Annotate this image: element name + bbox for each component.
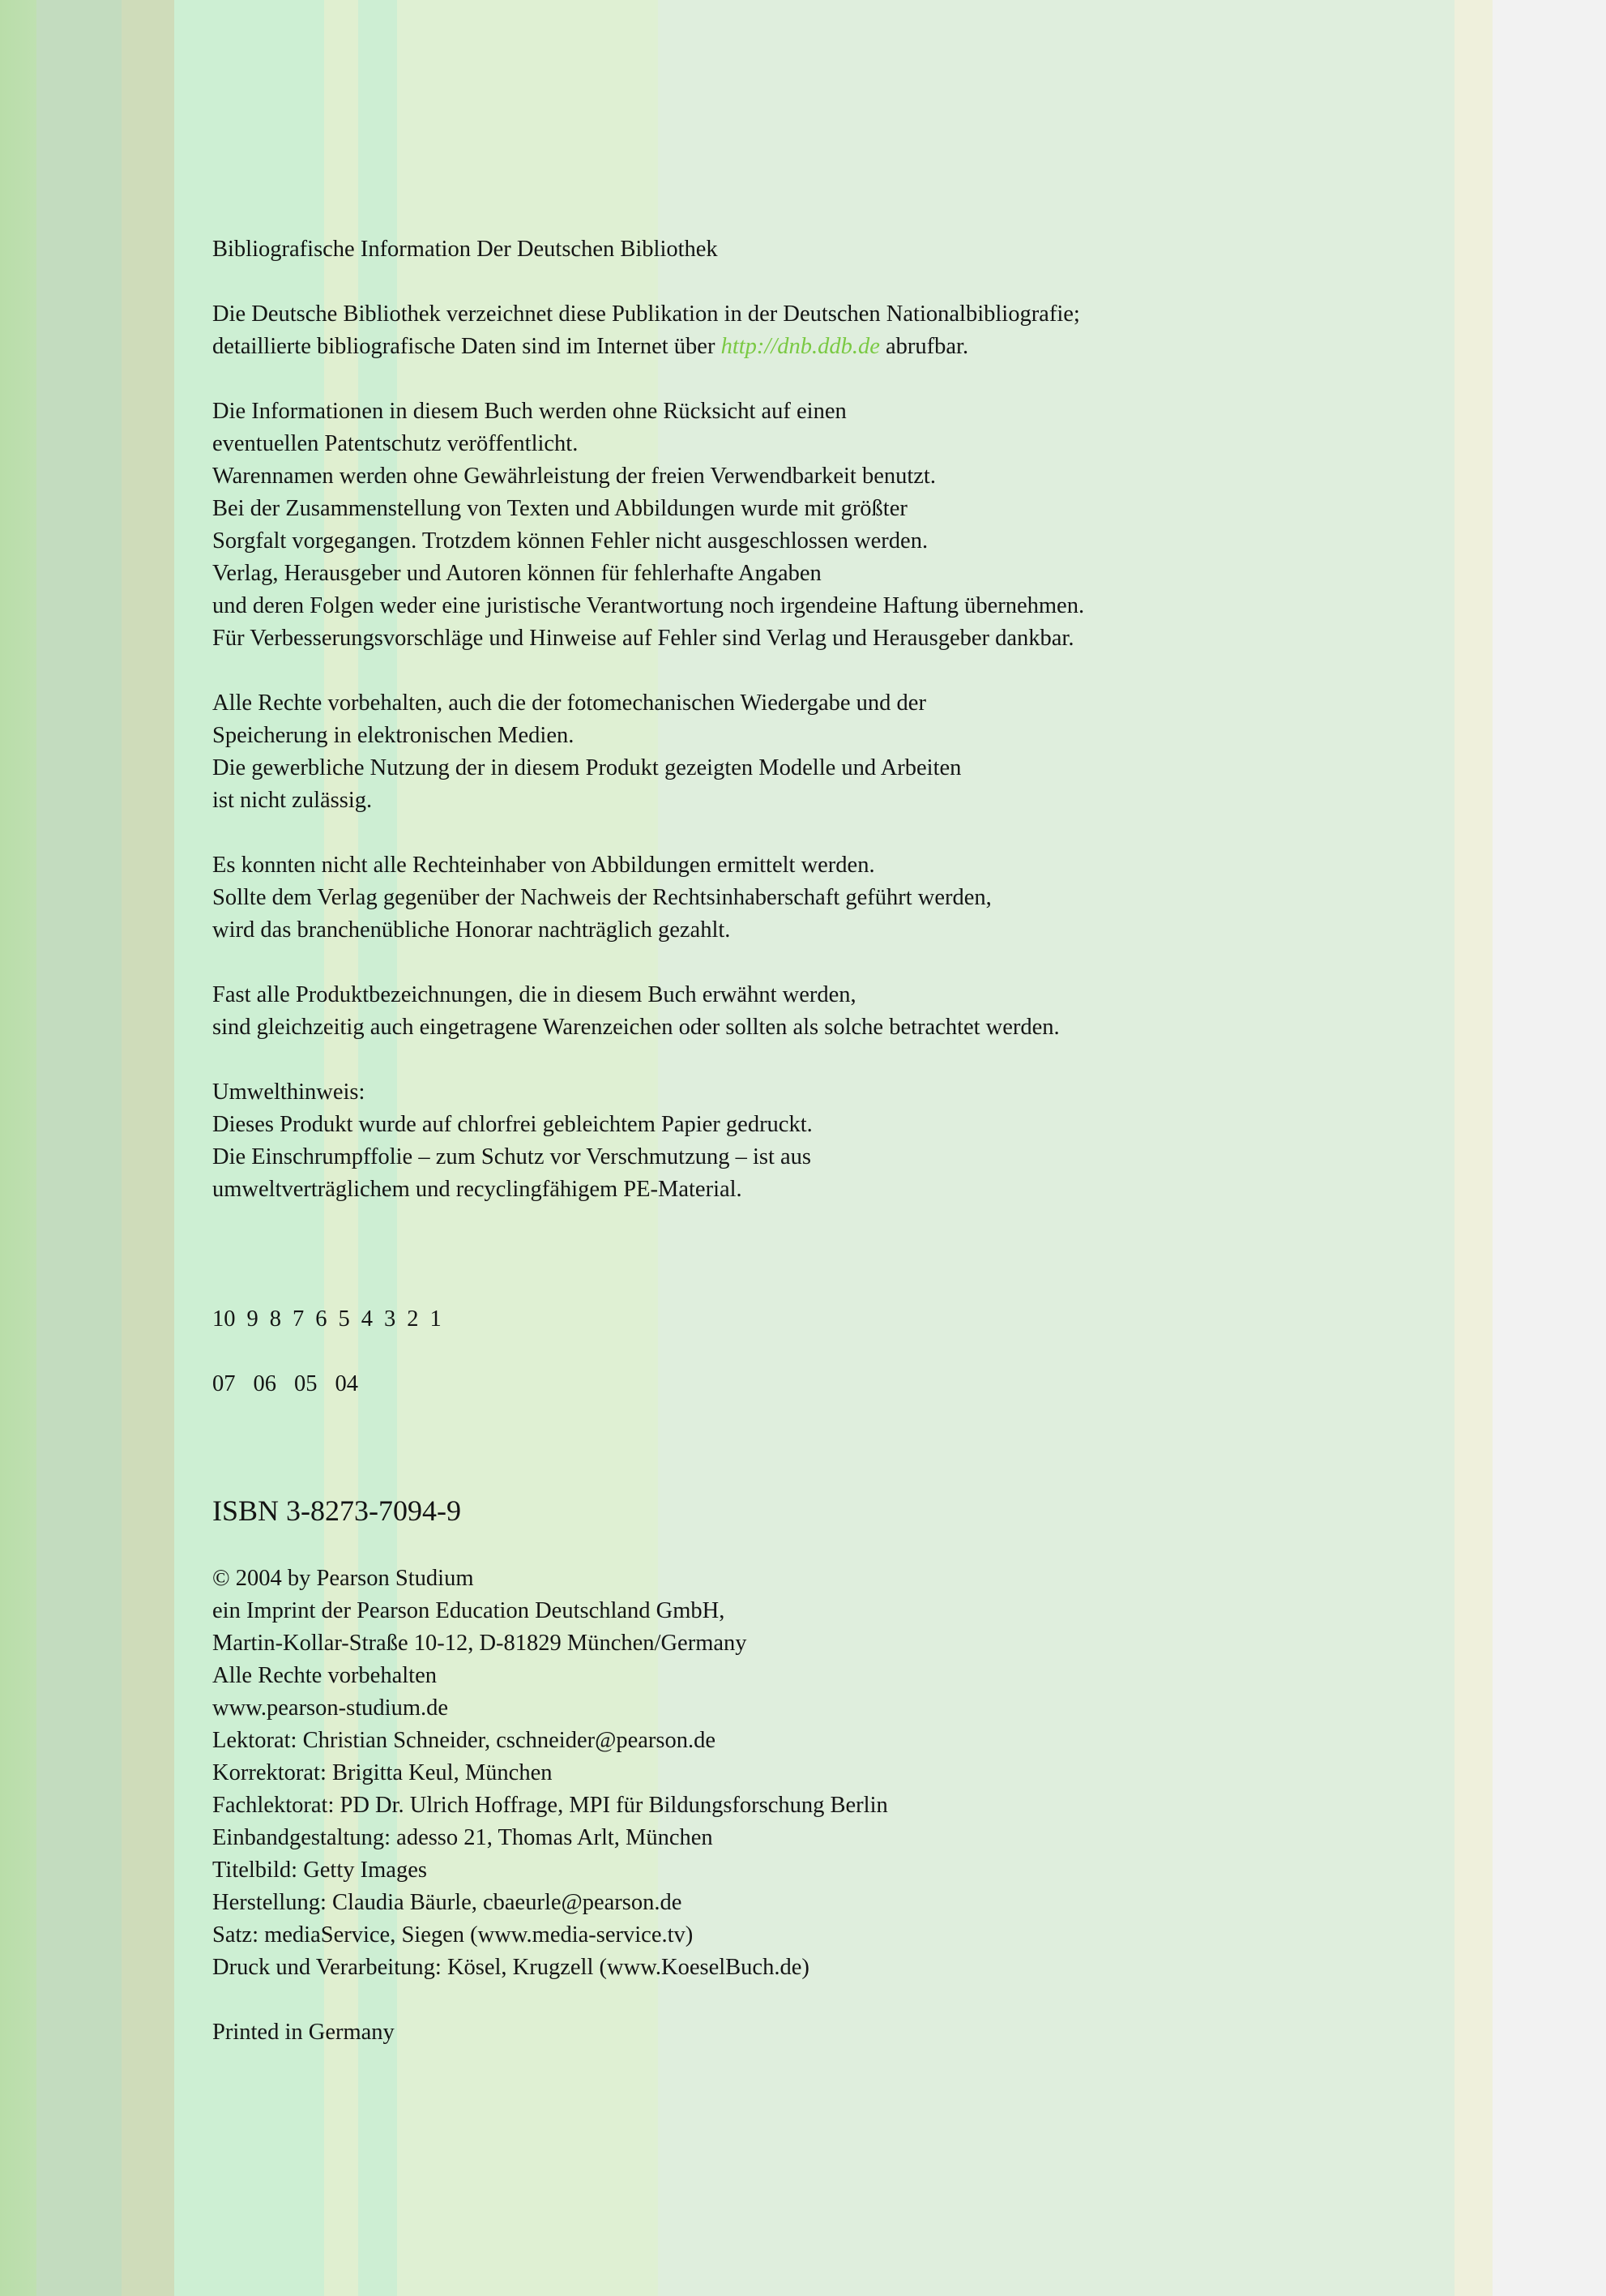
publisher-imprint-block: [212, 1563, 1493, 1984]
disclaimer-block: [212, 395, 1493, 655]
heading: Bibliografische Information Der Deutschen Bibliothek: [212, 237, 718, 262]
rights-line: Alle Rechte vorbehalten, auch die der fotomechanischen Wiedergabe und der: [212, 691, 926, 716]
disclaimer-line: Die Informationen in diesem Buch werden ohne Rücksicht auf einen: [212, 399, 847, 424]
print-year: 05: [294, 1371, 318, 1396]
rights-line: ist nicht zulässig.: [212, 788, 373, 813]
imprint-line: Titelbild: Getty Images: [212, 1858, 427, 1883]
print-run-number: 8: [269, 1306, 281, 1332]
imprint-line: Alle Rechte vorbehalten: [212, 1663, 437, 1688]
imprint-line: Satz: mediaService, Siegen (www.media-service.tv): [212, 1922, 694, 1948]
print-year: 07: [212, 1371, 236, 1396]
trademarks-line: sind gleichzeitig auch eingetragene Warenzeichen oder sollten als solche betrachtet werden.: [212, 1015, 1060, 1040]
disclaimer-line: Für Verbesserungsvorschläge und Hinweise auf Fehler sind Verlag und Herausgeber dankbar.: [212, 626, 1074, 651]
print-run-number: 10: [212, 1306, 236, 1332]
imprint-line: www.pearson-studium.de: [212, 1695, 449, 1721]
disclaimer-line: Warennamen werden ohne Gewährleistung der freien Verwendbarkeit benutzt.: [212, 464, 936, 489]
trademarks-block: [212, 979, 1493, 1044]
disclaimer-line: eventuellen Patentschutz veröffentlicht.: [212, 431, 579, 456]
image-rights-line: Es konnten nicht alle Rechteinhaber von Abbildungen ermittelt werden.: [212, 853, 875, 878]
environment-line: Umwelthinweis:: [212, 1080, 365, 1105]
environment-line: Dieses Produkt wurde auf chlorfrei gebleichtem Papier gedruckt.: [212, 1112, 813, 1137]
print-years: [212, 1368, 1493, 1400]
imprint-page: [212, 233, 1493, 2049]
print-run-number: 9: [246, 1306, 258, 1332]
print-run-number: 7: [293, 1306, 305, 1332]
printed-in-germany: Printed in Germany: [212, 2020, 395, 2045]
disclaimer-line: Verlag, Herausgeber und Autoren können für fehlerhafte Angaben: [212, 561, 822, 586]
isbn: ISBN 3-8273-7094-9: [212, 1494, 461, 1527]
imprint-line: Druck und Verarbeitung: Kösel, Krugzell (www.KoeselBuch.de): [212, 1955, 809, 1980]
print-run-number: 1: [429, 1306, 442, 1332]
print-run-number: 6: [315, 1306, 327, 1332]
print-run-numbers: [212, 1303, 1493, 1336]
imprint-line: Fachlektorat: PD Dr. Ulrich Hoffrage, MPI für Bildungsforschung Berlin: [212, 1793, 888, 1818]
print-run-number: 3: [384, 1306, 396, 1332]
disclaimer-line: Bei der Zusammenstellung von Texten und Abbildungen wurde mit größter: [212, 496, 908, 521]
print-year: 06: [253, 1371, 276, 1396]
image-rights-line: wird das branchenübliche Honorar nachträglich gezahlt.: [212, 917, 731, 943]
environment-block: [212, 1076, 1493, 1206]
dnb-line-1: Die Deutsche Bibliothek verzeichnet diese Publikation in der Deutschen Nationalbibliografie;: [212, 301, 1080, 327]
imprint-line: ein Imprint der Pearson Education Deutschland GmbH,: [212, 1598, 725, 1623]
disclaimer-line: und deren Folgen weder eine juristische Verantwortung noch irgendeine Haftung übernehmen.: [212, 593, 1085, 618]
imprint-line: Herstellung: Claudia Bäurle, cbaeurle@pearson.de: [212, 1890, 682, 1915]
dnb-line-2: [212, 331, 1493, 363]
imprint-line: Einbandgestaltung: adesso 21, Thomas Arlt, München: [212, 1825, 713, 1850]
imprint-line: Lektorat: Christian Schneider, cschneider@pearson.de: [212, 1728, 716, 1753]
imprint-line: Martin-Kollar-Straße 10-12, D-81829 München/Germany: [212, 1631, 747, 1656]
trademarks-line: Fast alle Produktbezeichnungen, die in diesem Buch erwähnt werden,: [212, 982, 856, 1007]
imprint-line: © 2004 by Pearson Studium: [212, 1566, 474, 1591]
rights-line: Die gewerbliche Nutzung der in diesem Produkt gezeigten Modelle und Arbeiten: [212, 755, 962, 780]
image-rights-block: [212, 849, 1493, 947]
image-rights-line: Sollte dem Verlag gegenüber der Nachweis der Rechtsinhaberschaft geführt werden,: [212, 885, 992, 910]
print-run-number: 5: [338, 1306, 350, 1332]
print-run-number: 4: [361, 1306, 373, 1332]
imprint-line: Korrektorat: Brigitta Keul, München: [212, 1760, 553, 1785]
rights-line: Speicherung in elektronischen Medien.: [212, 723, 574, 748]
rights-block: [212, 687, 1493, 817]
dnb-link[interactable]: http://dnb.ddb.de: [720, 334, 880, 359]
disclaimer-line: Sorgfalt vorgegangen. Trotzdem können Fehler nicht ausgeschlossen werden.: [212, 528, 929, 554]
dnb-text: detaillierte bibliografische Daten sind im Internet über: [212, 334, 721, 359]
environment-line: Die Einschrumpffolie – zum Schutz vor Verschmutzung – ist aus: [212, 1144, 812, 1169]
print-year: 04: [335, 1371, 358, 1396]
print-run-number: 2: [407, 1306, 419, 1332]
environment-line: umweltverträglichem und recyclingfähigem PE-Material.: [212, 1177, 742, 1202]
dnb-text-end: abrufbar.: [879, 334, 969, 359]
